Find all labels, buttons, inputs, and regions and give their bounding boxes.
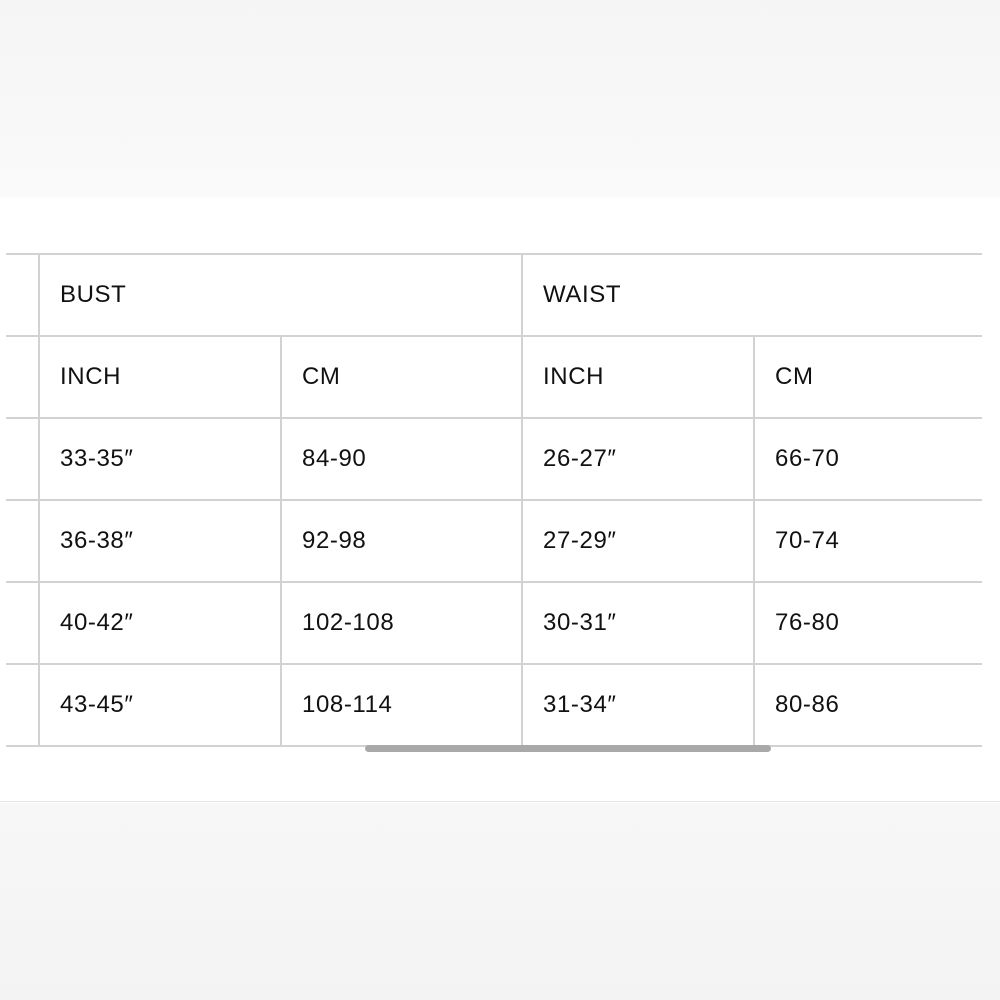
waist-cm-cell: 76-80: [754, 582, 982, 664]
waist-inch-cell: 30-31″: [522, 582, 754, 664]
waist-inch-cell: 26-27″: [522, 418, 754, 500]
group-header-row: [6, 254, 982, 336]
bust-cm-cell: 108-114: [281, 664, 522, 746]
size-label-cell: [6, 500, 39, 582]
bust-cm-cell: 102-108: [281, 582, 522, 664]
size-label-cell: [6, 418, 39, 500]
size-label-cell: [6, 254, 39, 336]
table-row: [6, 582, 982, 664]
waist-inch-cell: 31-34″: [522, 664, 754, 746]
unit-header-row: [6, 336, 982, 418]
group-header-waist: WAIST: [522, 254, 982, 336]
bust-inch-cell: 40-42″: [39, 582, 281, 664]
waist-cm-cell: 70-74: [754, 500, 982, 582]
table-row: [6, 664, 982, 746]
waist-inch-cell: 27-29″: [522, 500, 754, 582]
size-label-cell: [6, 582, 39, 664]
unit-header-bust-inch: INCH: [39, 336, 281, 418]
size-chart-scroll-container[interactable]: [6, 253, 982, 761]
unit-header-waist-inch: INCH: [522, 336, 754, 418]
size-label-cell: [6, 336, 39, 418]
bust-inch-cell: 33-35″: [39, 418, 281, 500]
table-row: [6, 500, 982, 582]
waist-cm-cell: 66-70: [754, 418, 982, 500]
unit-header-bust-cm: CM: [281, 336, 522, 418]
size-chart-table: [6, 253, 982, 747]
waist-cm-cell: 80-86: [754, 664, 982, 746]
bust-inch-cell: 36-38″: [39, 500, 281, 582]
horizontal-scrollbar-thumb[interactable]: [365, 745, 771, 752]
bust-cm-cell: 92-98: [281, 500, 522, 582]
bust-inch-cell: 43-45″: [39, 664, 281, 746]
table-row: [6, 418, 982, 500]
group-header-bust: BUST: [39, 254, 522, 336]
size-label-cell: [6, 664, 39, 746]
unit-header-waist-cm: CM: [754, 336, 982, 418]
bust-cm-cell: 84-90: [281, 418, 522, 500]
